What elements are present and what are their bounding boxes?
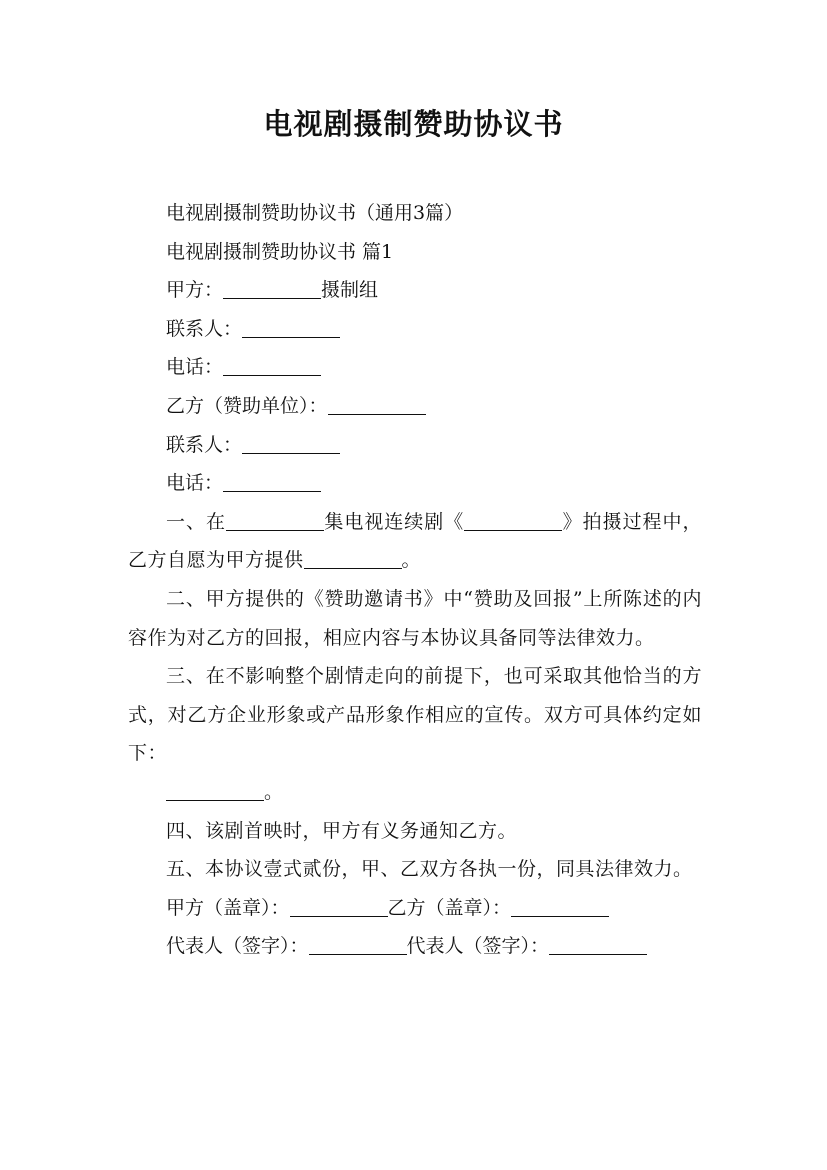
sign-b-label: 代表人（签字）： <box>406 935 550 958</box>
sign-a-blank <box>309 935 407 955</box>
party-a-blank <box>223 279 321 299</box>
party-b-phone-blank <box>223 472 321 492</box>
clause-3-blank <box>166 781 264 801</box>
sign-b-blank <box>549 935 647 955</box>
clause-1-part3: 》拍摄过程中，乙方自愿为甲方提供 <box>128 510 702 572</box>
clause-1-part4: 。 <box>401 549 422 572</box>
section-heading: 电视剧摄制赞助协议书 篇1 <box>166 240 394 263</box>
clause-1 <box>128 503 702 580</box>
clause-3-fill-suffix: 。 <box>264 780 284 803</box>
party-a-phone-blank <box>223 356 321 376</box>
party-b-label: 乙方（赞助单位）： <box>166 394 328 417</box>
party-a-contact-line <box>128 310 702 349</box>
seal-line <box>128 889 702 928</box>
seal-a-blank <box>290 897 388 917</box>
party-b-contact-blank <box>242 434 340 454</box>
party-b-contact-label: 联系人： <box>166 433 243 456</box>
clause-1-part1: 一、在 <box>166 510 226 533</box>
seal-b-blank <box>511 897 609 917</box>
clause-4: 四、该剧首映时，甲方有义务通知乙方。 <box>166 819 518 842</box>
party-a-suffix: 摄制组 <box>321 279 379 302</box>
party-a-line <box>128 271 702 310</box>
clause-1-blank-episodes <box>226 511 324 531</box>
party-b-blank <box>328 395 426 415</box>
party-a-phone-line <box>128 348 702 387</box>
party-a-label: 甲方： <box>166 279 224 302</box>
subtitle-line: 电视剧摄制赞助协议书（通用3篇） <box>166 202 464 224</box>
party-a-contact-blank <box>242 318 340 338</box>
party-a-phone-label: 电话： <box>166 356 224 379</box>
clause-1-blank-title <box>464 511 562 531</box>
seal-a-label: 甲方（盖章）： <box>166 896 290 919</box>
party-b-contact-line <box>128 426 702 465</box>
signature-line <box>128 927 702 966</box>
party-b-phone-line <box>128 464 702 503</box>
document-title: 电视剧摄制赞助协议书 <box>263 107 564 141</box>
seal-b-label: 乙方（盖章）： <box>387 896 512 919</box>
party-a-contact-label: 联系人： <box>166 317 243 340</box>
party-b-line <box>128 387 702 426</box>
clause-2: 二、甲方提供的《赞助邀请书》中“赞助及回报”上所陈述的内容作为对乙方的回报，相应内容与本协议具备同等法律效力。 <box>128 587 702 649</box>
party-b-phone-label: 电话： <box>166 472 224 495</box>
clause-5: 五、本协议壹式贰份，甲、乙双方各执一份，同具法律效力。 <box>166 858 693 881</box>
clause-1-part2: 集电视连续剧《 <box>323 510 465 533</box>
sign-a-label: 代表人（签字）： <box>166 935 309 958</box>
clause-1-blank-provision <box>304 549 402 569</box>
clause-3: 三、在不影响整个剧情走向的前提下，也可采取其他恰当的方式，对乙方企业形象或产品形象作相应的宣传。双方可具体约定如下： <box>128 665 702 765</box>
clause-3-fill-line <box>128 773 702 812</box>
document-body <box>128 194 702 966</box>
